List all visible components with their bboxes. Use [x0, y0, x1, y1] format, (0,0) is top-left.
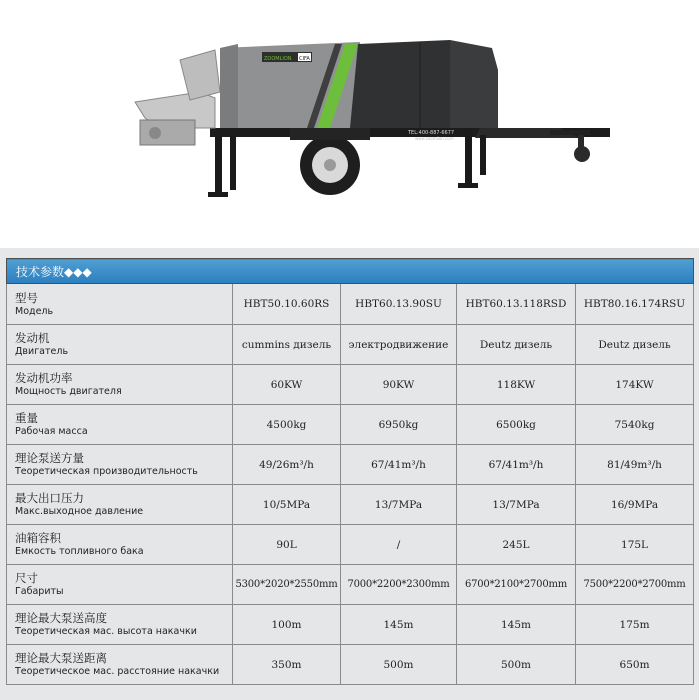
label-zh: 理论最大泵送距离	[15, 651, 107, 665]
value-cell: 5300*2020*2550mm	[233, 565, 341, 605]
concrete-pump-image	[120, 30, 610, 215]
label-ru: Теоретическое мас. расстояние накачки	[15, 666, 220, 677]
value-cell: /	[341, 525, 457, 565]
cifa-badge: CIFA	[299, 56, 310, 62]
table-row	[7, 405, 694, 445]
value-cell: 245L	[457, 525, 576, 565]
value-cell: 60KW	[233, 365, 341, 405]
table-row	[7, 485, 694, 525]
value-cell: 6700*2100*2700mm	[457, 565, 576, 605]
value-cell: 118KW	[457, 365, 576, 405]
value-cell: 500m	[457, 645, 576, 685]
label-ru: Рабочая масса	[15, 426, 88, 437]
label-zh: 理论最大泵送高度	[15, 611, 107, 625]
model-cell: HBT60.13.90SU	[341, 284, 457, 325]
phone-text: TEL:400-887-6677	[408, 130, 455, 136]
website-text: www.zoomlion.com	[415, 136, 454, 141]
brand-badge-text: ZOOMLION	[264, 56, 292, 62]
value-cell: Deutz дизель	[576, 325, 694, 365]
label-ru: Модель	[15, 305, 54, 317]
value-cell: 16/9MPa	[576, 485, 694, 525]
value-cell: 81/49m³/h	[576, 445, 694, 485]
row-label	[7, 605, 233, 645]
label-zh: 理论泵送方量	[15, 451, 84, 465]
value-cell: cummins дизель	[233, 325, 341, 365]
value-cell: 90L	[233, 525, 341, 565]
model-cell: HBT60.13.118RSD	[457, 284, 576, 325]
label-zh: 发动机	[15, 331, 50, 345]
row-label	[7, 325, 233, 365]
table-row	[7, 445, 694, 485]
value-cell: 4500kg	[233, 405, 341, 445]
table-row	[7, 525, 694, 565]
row-label	[7, 365, 233, 405]
value-cell: 350m	[233, 645, 341, 685]
section-header: 技术参数◆◆◆	[7, 259, 694, 284]
row-label	[7, 565, 233, 605]
value-cell: 6950kg	[341, 405, 457, 445]
value-cell: 145m	[341, 605, 457, 645]
table-row	[7, 645, 694, 685]
table-row	[7, 605, 694, 645]
spec-table	[6, 258, 694, 685]
value-cell: 175m	[576, 605, 694, 645]
label-ru: Теоретическая производительность	[15, 466, 198, 477]
value-cell: 67/41m³/h	[457, 445, 576, 485]
row-label	[7, 525, 233, 565]
label-ru: Двигатель	[15, 346, 69, 357]
label-zh: 发动机功率	[15, 371, 73, 385]
value-cell: 7000*2200*2300mm	[341, 565, 457, 605]
row-label	[7, 405, 233, 445]
row-label	[7, 284, 233, 325]
label-zh: 重量	[15, 411, 38, 425]
value-cell: электродвижение	[341, 325, 457, 365]
model-cell: HBT50.10.60RS	[233, 284, 341, 325]
label-zh: 型号	[15, 290, 38, 305]
value-cell: 650m	[576, 645, 694, 685]
value-cell: 7500*2200*2700mm	[576, 565, 694, 605]
label-ru: Мощность двигателя	[15, 386, 122, 397]
table-row	[7, 325, 694, 365]
value-cell: 10/5MPa	[233, 485, 341, 525]
label-ru: Емкость топливного бака	[15, 546, 144, 557]
label-zh: 油箱容积	[15, 531, 61, 545]
label-zh: 尺寸	[15, 571, 38, 585]
row-label	[7, 645, 233, 685]
value-cell: 13/7MPa	[457, 485, 576, 525]
value-cell: 7540kg	[576, 405, 694, 445]
value-cell: Deutz дизель	[457, 325, 576, 365]
row-label	[7, 485, 233, 525]
label-ru: Габариты	[15, 586, 64, 597]
value-cell: 49/26m³/h	[233, 445, 341, 485]
value-cell: 67/41m³/h	[341, 445, 457, 485]
label-zh: 最大出口压力	[15, 491, 84, 505]
model-cell: HBT80.16.174RSU	[576, 284, 694, 325]
table-row	[7, 365, 694, 405]
value-cell: 174KW	[576, 365, 694, 405]
value-cell: 6500kg	[457, 405, 576, 445]
value-cell: 90KW	[341, 365, 457, 405]
value-cell: 175L	[576, 525, 694, 565]
table-row-model	[7, 284, 694, 325]
value-cell: 13/7MPa	[341, 485, 457, 525]
value-cell: 145m	[457, 605, 576, 645]
value-cell: 500m	[341, 645, 457, 685]
value-cell: 100m	[233, 605, 341, 645]
label-ru: Теоретическая мас. высота накачки	[15, 626, 197, 637]
label-ru: Макс.выходное давление	[15, 506, 144, 517]
row-label	[7, 445, 233, 485]
table-row	[7, 565, 694, 605]
